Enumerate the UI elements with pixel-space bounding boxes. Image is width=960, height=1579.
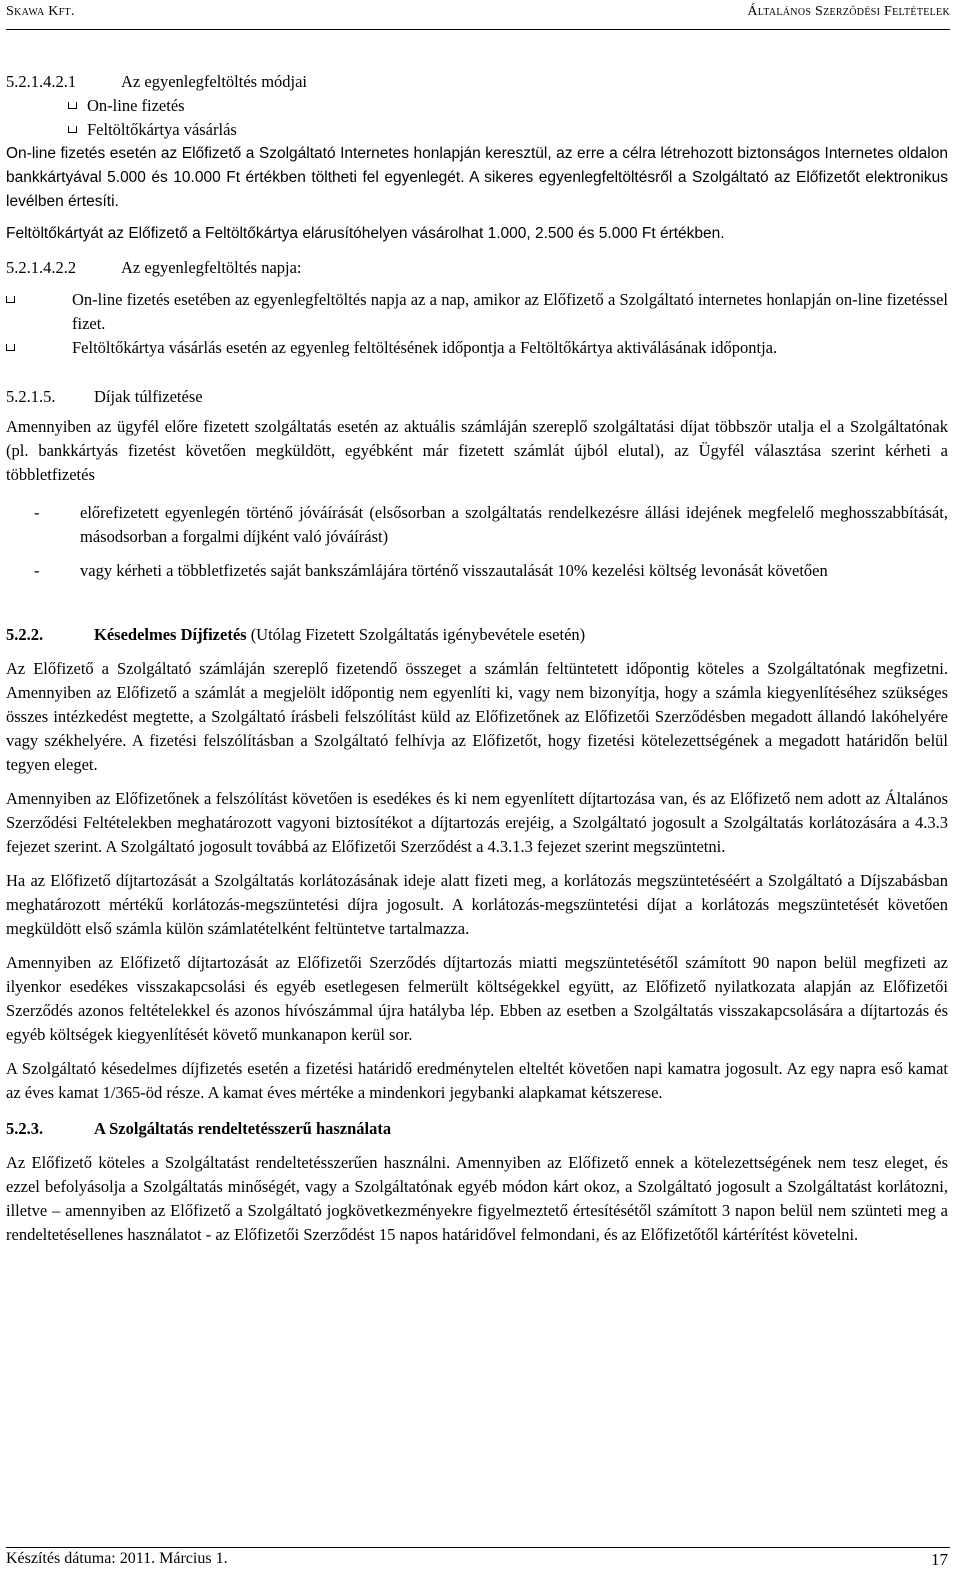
section-number: 5.2.2. bbox=[6, 625, 44, 644]
list-item-text: Feltöltőkártya vásárlás esetén az egyenleg feltöltésének időpontja a Feltöltőkártya aktiválásának időpontja. bbox=[72, 338, 778, 357]
paragraph: Az Előfizető köteles a Szolgáltatást rendeltetésszerűen használni. Amennyiben az Előfizető ennek a kötelezettségének nem tesz eleget, és ezzel befolyásolja a Szolgáltatás minőségét, vagy a Szolgáltatónak egyéb módon kárt okoz, a Szolgáltató jogosult a Szolgáltatást korlátozni, illetve – amennyiben az Előfizető a Szolgáltató jogkövetkezményekre figyelmeztető értesítésétől számított 3 napon belül nem szünteti meg a rendeltetésellenes használatot - az Előfizetői Szerződést 15 napos határidővel felmondani, és az Előfizetőtől kártérítést követelni. bbox=[6, 1153, 948, 1244]
bullet-icon bbox=[68, 102, 77, 109]
section-heading-topup-day bbox=[6, 256, 948, 280]
bullet-icon bbox=[68, 126, 77, 133]
paragraph: A Szolgáltató késedelmes díjfizetés esetén a fizetési határidő eredménytelen elteltét követően napi kamatra jogosult. Az egy napra eső kamat az éves kamat 1/365-öd része. A kamat éves mértéke a mindenkori jegybanki alapkamat kétszerese. bbox=[6, 1059, 948, 1102]
list-item-text: vagy kérheti a többletfizetés saját bankszámlájára történő visszautalását 10% kezelési költség levonását követően bbox=[80, 561, 828, 580]
section-title: Díjak túlfizetése bbox=[94, 387, 203, 406]
paragraph: Amennyiben az Előfizetőnek a felszólítást követően is esedékes és ki nem egyenlített díjtartozása van, és az Előfizető nem adott az Általános Szerződési Feltételekben meghatározott vagyoni biztosítékot a díjtartozás erejéig, a Szolgáltató jogosult a Szolgáltatás korlátozására a 4.3.3 fejezet szerint. A Szolgáltató jogosult továbbá az Előfizetői Szerződést a 4.3.1.3 fejezet szerint megszüntetni. bbox=[6, 789, 948, 856]
page-footer bbox=[6, 1550, 948, 1568]
section-heading-topup-methods bbox=[6, 70, 948, 94]
document-body bbox=[6, 70, 948, 1247]
list-item bbox=[34, 559, 948, 583]
list-item bbox=[34, 501, 948, 549]
section-title: Az egyenlegfeltöltés módjai bbox=[121, 72, 308, 91]
header-document-title: Általános Szerződési Feltételek bbox=[747, 4, 950, 19]
footer-rule bbox=[6, 1547, 950, 1548]
paragraph: On-line fizetés esetén az Előfizető a Szolgáltató Internetes honlapján keresztül, az erre a célra létrehozott biztonságos Internetes oldalon bankkártyával 5.000 és 10.000 Ft értékben töltheti fel egyenlegét. A sikeres egyenlegfeltöltésről a Szolgáltató az Előfizetőt elektronikus levélben értesíti. bbox=[6, 145, 948, 210]
section-heading-overpayment bbox=[6, 385, 948, 409]
header-rule bbox=[6, 29, 950, 30]
section-heading-proper-use bbox=[6, 1117, 948, 1141]
section-number: 5.2.1.4.2.2 bbox=[6, 258, 77, 277]
section-title: Az egyenlegfeltöltés napja: bbox=[121, 258, 302, 277]
paragraph: Amennyiben az ügyfél előre fizetett szolgáltatás esetén az aktuális számláján szereplő szolgáltatási díjat többször utalja el a Szolgáltatónak (pl. bankkártyás fizetést követően megküldött, egyébként már fizetett számlát újból elutal), az Ügyfél választása szerint kérheti a többletfizetés bbox=[6, 417, 948, 484]
section-number: 5.2.1.4.2.1 bbox=[6, 72, 77, 91]
dash-marker: - bbox=[34, 503, 40, 522]
list-item-text: On-line fizetés bbox=[87, 96, 185, 115]
page-number: 17 bbox=[931, 1550, 948, 1569]
paragraph: Az Előfizető a Szolgáltató számláján szereplő fizetendő összeget a számlán feltüntetett időpontig köteles a Szolgáltatónak megfizetni. Amennyiben az Előfizető a számlát a megjelölt időpontig nem egyenlíti ki, vagy nem bizonyítja, hogy a számla kiegyenlítéséhez szükséges összes intézkedést megtette, a Szolgáltató írásbeli felszólítást küld az Előfizetőnek az Előfizetői Szerződésben megadott állandó lakóhelyére vagy székhelyére. A fizetési felszólításban a Szolgáltató felhívja az Előfizetőt, hogy fizetési kötelezettségének a megadott határidőn belül tegyen eleget. bbox=[6, 659, 948, 774]
section-title-rest: (Utólag Fizetett Szolgáltatás igénybevétele esetén) bbox=[246, 625, 586, 644]
list-item bbox=[6, 94, 948, 118]
section-title-bold: Késedelmes Díjfizetés bbox=[94, 625, 247, 644]
section-heading-late-payment bbox=[6, 623, 948, 647]
page-header bbox=[6, 4, 950, 28]
section-title: A Szolgáltatás rendeltetésszerű használata bbox=[94, 1119, 392, 1138]
dash-marker: - bbox=[34, 561, 40, 580]
footer-date: Készítés dátuma: 2011. Március 1. bbox=[6, 1550, 228, 1567]
paragraph: Amennyiben az Előfizető díjtartozását az Előfizetői Szerződés díjtartozás miatti megszüntetésétől számított 90 napon belül megfizeti az ilyenkor esedékes visszakapcsolási és egyéb esetlegesen felmerült költségekkel együtt, az Előfizető nyilatkozata alapján az Előfizetői Szerződés azonos feltételekkel és azonos hívószámmal újra hatályba lép. Ebben az esetben a Szolgáltatás visszakapcsolására a díjtartozás és egyéb költségek kiegyenlítését követő munkanapon kerül sor. bbox=[6, 953, 948, 1044]
paragraph: Ha az Előfizető díjtartozását a Szolgáltatás korlátozásának ideje alatt fizeti meg, a korlátozás megszüntetéséért a Szolgáltató a Díjszabásban meghatározott mértékű korlátozás-megszüntetési díjra jogosult. A korlátozás-megszüntetési díjat a korlátozás megszüntetését követően megküldött első számla külön számlatételként feltüntetve tartalmazza. bbox=[6, 871, 948, 938]
list-item bbox=[6, 336, 948, 360]
list-item-text: On-line fizetés esetében az egyenlegfeltöltés napja az a nap, amikor az Előfizető a Szolgáltató internetes honlapján on-line fizetéssel fizet. bbox=[72, 290, 948, 333]
list-item bbox=[6, 288, 948, 336]
header-company: Skawa Kft. bbox=[6, 4, 75, 19]
list-item-text: Feltöltőkártya vásárlás bbox=[87, 120, 237, 139]
section-number: 5.2.1.5. bbox=[6, 387, 56, 406]
section-number: 5.2.3. bbox=[6, 1119, 44, 1138]
paragraph: Feltöltőkártyát az Előfizető a Feltöltőkártya elárusítóhelyen vásárolhat 1.000, 2.500 és 5.000 Ft értékben. bbox=[6, 225, 725, 242]
list-item bbox=[6, 118, 948, 142]
list-item-text: előrefizetett egyenlegén történő jóváírását (elsősorban a szolgáltatás rendelkezésre állási idejének megfelelő meghosszabbítását, másodsorban a forgalmi díjként való jóváírást) bbox=[80, 503, 948, 546]
